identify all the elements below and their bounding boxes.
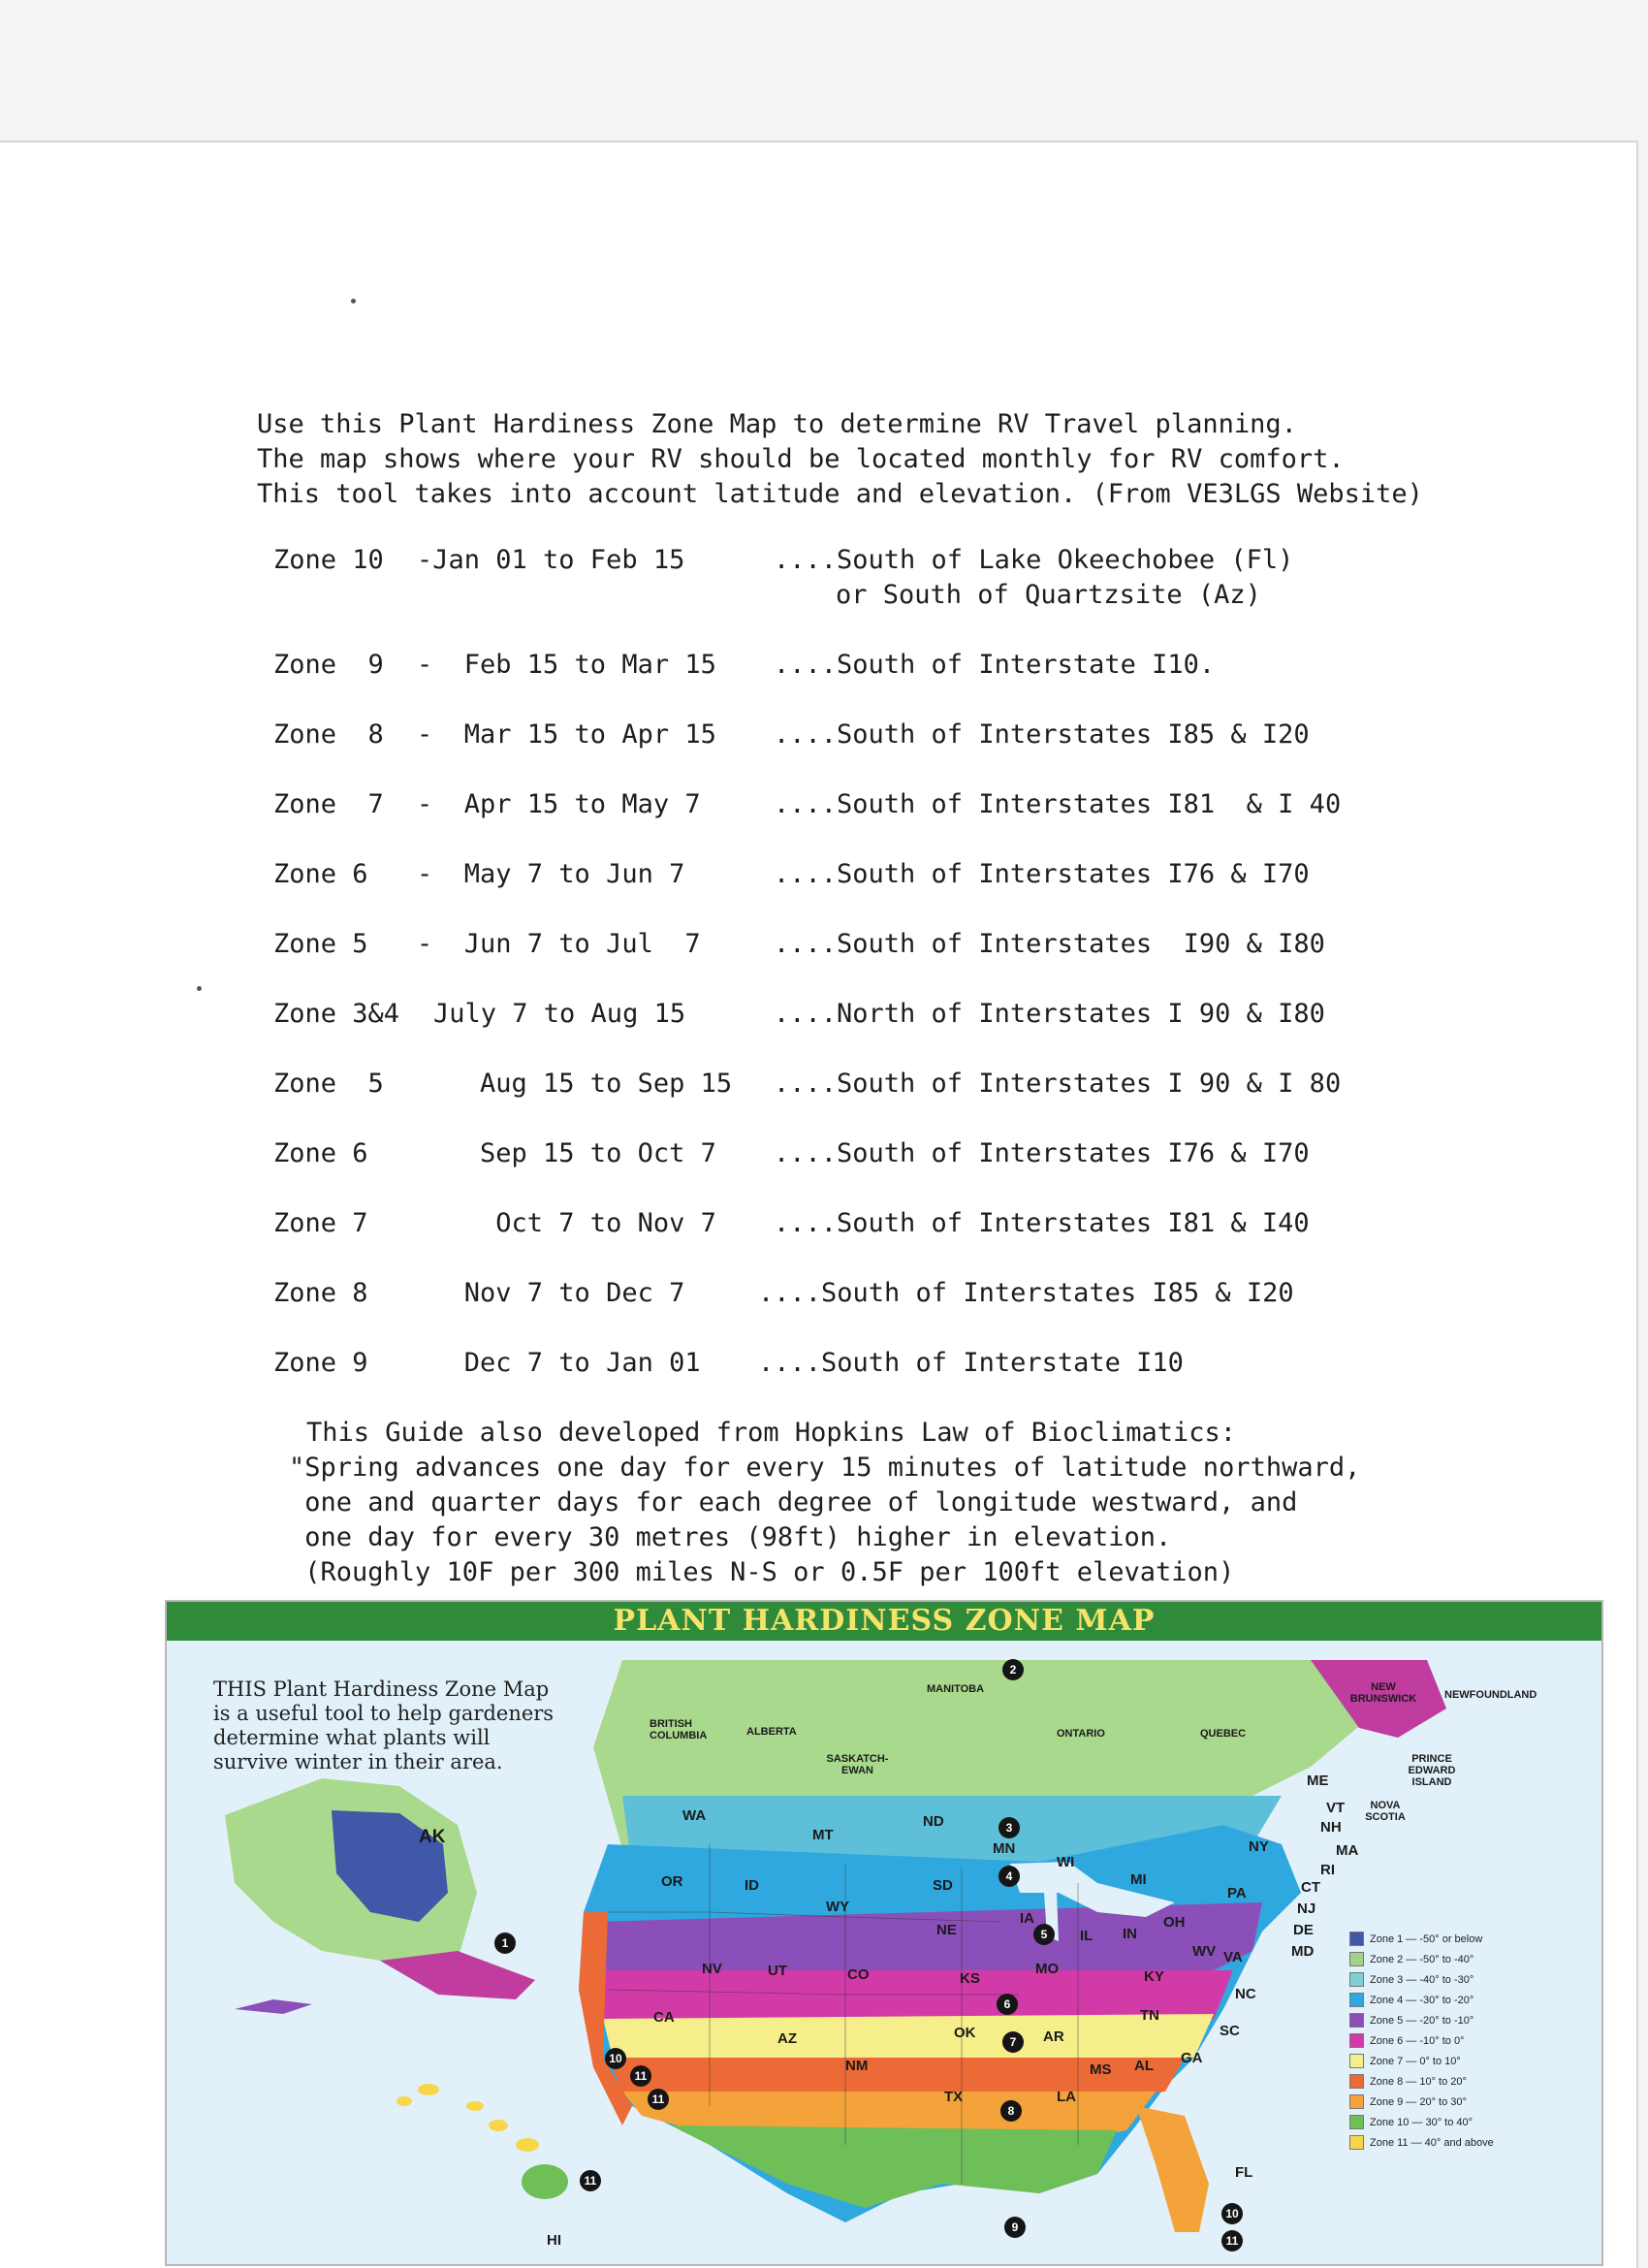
florida-land: [1136, 2106, 1209, 2232]
schedule-route-cont: or South of Quartzsite (Az): [836, 580, 1261, 610]
legend-item: [1349, 2112, 1494, 2132]
zone-marker: 8: [1000, 2100, 1022, 2122]
state-label: GA: [1181, 2050, 1203, 2066]
legend-swatch: [1349, 1932, 1364, 1946]
schedule-dates: Oct 7 to Nov 7: [417, 1208, 716, 1238]
state-label: MO: [1035, 1961, 1060, 1977]
state-label: OR: [661, 1873, 683, 1890]
map-title: PLANT HARDINESS ZONE MAP: [167, 1602, 1601, 1641]
state-label: NH: [1320, 1819, 1342, 1836]
state-label: MI: [1130, 1871, 1147, 1888]
legend-item: [1349, 2051, 1494, 2071]
zone-marker: 7: [1002, 2031, 1024, 2053]
region-label: NEW BRUNSWICK: [1349, 1681, 1417, 1705]
schedule-zone: Zone 5: [273, 929, 368, 959]
state-label: ND: [923, 1813, 944, 1830]
schedule-dates: Dec 7 to Jan 01: [417, 1348, 701, 1378]
schedule-route: ....South of Interstates I81 & I40: [774, 1208, 1310, 1238]
zone-marker: 4: [998, 1866, 1020, 1887]
legend-item: [1349, 2092, 1494, 2112]
state-label: MA: [1336, 1842, 1359, 1859]
schedule-route: ....South of Interstates I76 & I70: [774, 859, 1310, 889]
legend-label: Zone 9 — 20° to 30°: [1370, 2095, 1467, 2108]
intro-line: This tool takes into account latitude and elevation. (From VE3LGS Website): [257, 479, 1423, 509]
region-label: ALBERTA: [746, 1726, 797, 1738]
legend-label: Zone 10 — 30° to 40°: [1370, 2116, 1474, 2128]
legend-item: [1349, 1969, 1494, 1990]
legend-item: [1349, 1990, 1494, 2010]
law-line: (Roughly 10F per 300 miles N-S or 0.5F per 100ft elevation): [289, 1557, 1235, 1587]
state-label: PA: [1227, 1885, 1247, 1901]
state-label: NM: [845, 2058, 869, 2074]
schedule-route: ....South of Interstates I85 & I20: [774, 719, 1310, 750]
schedule-zone: Zone 8: [273, 1278, 368, 1308]
legend-label: Zone 7 — 0° to 10°: [1370, 2055, 1461, 2067]
schedule-dates: - Apr 15 to May 7: [417, 789, 701, 819]
state-label: OK: [954, 2025, 976, 2041]
state-label: UT: [768, 1963, 787, 1979]
schedule-zone: Zone 6: [273, 859, 368, 889]
bioclimatics-note: [289, 1416, 1360, 1590]
state-label: LA: [1057, 2089, 1076, 2105]
schedule-dates: July 7 to Aug 15: [433, 999, 686, 1029]
state-label: NC: [1235, 1986, 1256, 2002]
hawaii-island: [516, 2138, 539, 2152]
schedule-zone: Zone 7: [273, 1208, 368, 1238]
schedule-zone: Zone 5: [273, 1069, 384, 1099]
schedule-route: ....South of Lake Okeechobee (Fl): [774, 545, 1294, 575]
state-label: MT: [812, 1827, 834, 1843]
state-label: AR: [1043, 2028, 1064, 2045]
schedule-dates: -Jan 01 to Feb 15: [417, 545, 685, 575]
region-label: MANITOBA: [927, 1683, 985, 1695]
region-label: NOVA SCOTIA: [1365, 1800, 1406, 1823]
schedule-zone: Zone 6: [273, 1138, 368, 1168]
intro-text: [257, 407, 1423, 512]
state-label: VT: [1326, 1800, 1346, 1816]
state-label: CA: [653, 2009, 675, 2026]
legend-item: [1349, 2010, 1494, 2030]
schedule-dates: - May 7 to Jun 7: [417, 859, 685, 889]
state-label: IL: [1080, 1928, 1093, 1944]
schedule-route: ....South of Interstates I81 & I 40: [774, 789, 1342, 819]
alaska-panhandle: [380, 1951, 535, 1999]
state-label: MN: [993, 1840, 1016, 1857]
legend-label: Zone 3 — -40° to -30°: [1370, 1973, 1474, 1986]
state-label: SD: [933, 1877, 953, 1894]
region-label: AK: [419, 1827, 446, 1847]
hawaii-island: [396, 2096, 412, 2106]
state-label: CT: [1301, 1879, 1320, 1896]
schedule-zone: Zone 10: [273, 545, 384, 575]
schedule-route: ....North of Interstates I 90 & I80: [774, 999, 1325, 1029]
schedule-route: ....South of Interstates I76 & I70: [774, 1138, 1310, 1168]
zone-marker: 9: [1004, 2217, 1026, 2238]
law-line: This Guide also developed from Hopkins Law of Bioclimatics:: [306, 1418, 1237, 1448]
schedule-route: ....South of Interstate I10: [758, 1348, 1184, 1378]
legend-swatch: [1349, 2054, 1364, 2068]
map-caption: THIS Plant Hardiness Zone Map is a useful tool to help gardeners determine what plants will survive winter in their area.: [213, 1677, 555, 1773]
state-label: NJ: [1297, 1901, 1316, 1917]
legend-item: [1349, 2071, 1494, 2092]
region-label: HI: [547, 2232, 561, 2249]
schedule-zone: Zone 3&4: [273, 999, 400, 1029]
zone-marker: 1: [494, 1933, 516, 1954]
law-line: one day for every 30 metres (98ft) higher in elevation.: [289, 1522, 1172, 1552]
region-label: PRINCE EDWARD ISLAND: [1408, 1753, 1456, 1788]
state-label: SC: [1220, 2023, 1240, 2039]
zone-marker: 11: [1221, 2230, 1243, 2252]
intro-line: Use this Plant Hardiness Zone Map to determine RV Travel planning.: [257, 409, 1297, 439]
legend-label: Zone 4 — -30° to -20°: [1370, 1994, 1474, 2006]
schedule-dates: Sep 15 to Oct 7: [417, 1138, 716, 1168]
intro-line: The map shows where your RV should be located monthly for RV comfort.: [257, 444, 1345, 474]
schedule-zone: Zone 8: [273, 719, 384, 750]
legend-swatch: [1349, 2013, 1364, 2028]
hawaii-island: [489, 2120, 508, 2131]
legend-label: Zone 2 — -50° to -40°: [1370, 1953, 1474, 1965]
schedule-dates: - Mar 15 to Apr 15: [417, 719, 716, 750]
schedule-route: ....South of Interstate I10.: [774, 650, 1216, 680]
state-label: TN: [1140, 2007, 1159, 2024]
state-label: DE: [1293, 1922, 1314, 1938]
zone-marker: 5: [1033, 1924, 1055, 1945]
legend-label: Zone 5 — -20° to -10°: [1370, 2014, 1474, 2027]
legend-item: [1349, 2030, 1494, 2051]
schedule-zone: Zone 9: [273, 650, 384, 680]
law-line: one and quarter days for each degree of longitude westward, and: [289, 1487, 1298, 1517]
state-label: VA: [1223, 1949, 1243, 1965]
state-label: NY: [1249, 1838, 1269, 1855]
zone-marker: 11: [630, 2065, 651, 2087]
schedule-zone: Zone 7: [273, 789, 384, 819]
aleutian-chain: [235, 1999, 312, 2014]
hawaii-island: [418, 2084, 439, 2095]
zone-marker: 11: [580, 2170, 601, 2191]
schedule-dates: - Feb 15 to Mar 15: [417, 650, 716, 680]
zone-marker: 10: [1221, 2203, 1243, 2224]
state-label: RI: [1320, 1862, 1335, 1878]
state-label: AL: [1134, 2058, 1154, 2074]
state-label: IN: [1123, 1926, 1137, 1942]
legend-label: Zone 1 — -50° or below: [1370, 1933, 1483, 1945]
region-label: QUEBEC: [1200, 1728, 1247, 1740]
state-label: KS: [960, 1970, 980, 1987]
state-label: WA: [682, 1807, 707, 1824]
hawaii-island: [466, 2101, 484, 2111]
zone-marker: 3: [998, 1817, 1020, 1838]
hawaii-island: [522, 2164, 568, 2199]
law-line: "Spring advances one day for every 15 minutes of latitude northward,: [289, 1453, 1361, 1483]
state-label: AZ: [777, 2030, 797, 2047]
state-label: ME: [1307, 1773, 1329, 1789]
state-label: WV: [1192, 1943, 1217, 1960]
hardiness-zone-map: [165, 1600, 1603, 2266]
region-label: SASKATCH-EWAN: [826, 1753, 889, 1776]
state-label: CO: [847, 1966, 870, 1983]
legend-label: Zone 8 — 10° to 20°: [1370, 2075, 1467, 2088]
legend-swatch: [1349, 1972, 1364, 1987]
zone-marker: 11: [648, 2089, 669, 2110]
region-label: NEWFOUNDLAND: [1444, 1689, 1537, 1701]
legend-swatch: [1349, 2033, 1364, 2048]
state-label: NV: [702, 1961, 722, 1977]
schedule-route: ....South of Interstates I85 & I20: [758, 1278, 1294, 1308]
state-label: MD: [1291, 1943, 1315, 1960]
region-label: ONTARIO: [1057, 1728, 1105, 1740]
legend-item: [1349, 2132, 1494, 2153]
paper-speck: [351, 299, 356, 303]
schedule-route: ....South of Interstates I90 & I80: [774, 929, 1325, 959]
zone-marker: 2: [1002, 1659, 1024, 1680]
state-label: IA: [1020, 1910, 1034, 1927]
legend-label: Zone 6 — -10° to 0°: [1370, 2034, 1465, 2047]
schedule-dates: Nov 7 to Dec 7: [417, 1278, 685, 1308]
region-label: BRITISH COLUMBIA: [650, 1718, 708, 1741]
zone-marker: 6: [997, 1994, 1018, 2015]
legend-item: [1349, 1929, 1494, 1949]
state-label: KY: [1144, 1968, 1164, 1985]
usa-zone10-band: [671, 2125, 1117, 2208]
state-label: ID: [745, 1877, 759, 1894]
state-label: TX: [944, 2089, 964, 2105]
legend-swatch: [1349, 1952, 1364, 1966]
schedule-dates: - Jun 7 to Jul 7: [417, 929, 701, 959]
paper-speck: [197, 986, 202, 991]
schedule-dates: Aug 15 to Sep 15: [417, 1069, 733, 1099]
zone-legend: [1349, 1929, 1494, 2153]
legend-label: Zone 11 — 40° and above: [1370, 2136, 1494, 2149]
state-label: NE: [936, 1922, 957, 1938]
state-label: FL: [1235, 2164, 1253, 2181]
state-label: OH: [1163, 1914, 1186, 1931]
state-label: WI: [1057, 1854, 1075, 1870]
legend-item: [1349, 1949, 1494, 1969]
schedule-zone: Zone 9: [273, 1348, 368, 1378]
state-label: MS: [1090, 2061, 1112, 2078]
state-label: WY: [826, 1899, 850, 1915]
schedule-route: ....South of Interstates I 90 & I 80: [774, 1069, 1342, 1099]
zone-marker: 10: [605, 2048, 626, 2069]
legend-swatch: [1349, 1993, 1364, 2007]
